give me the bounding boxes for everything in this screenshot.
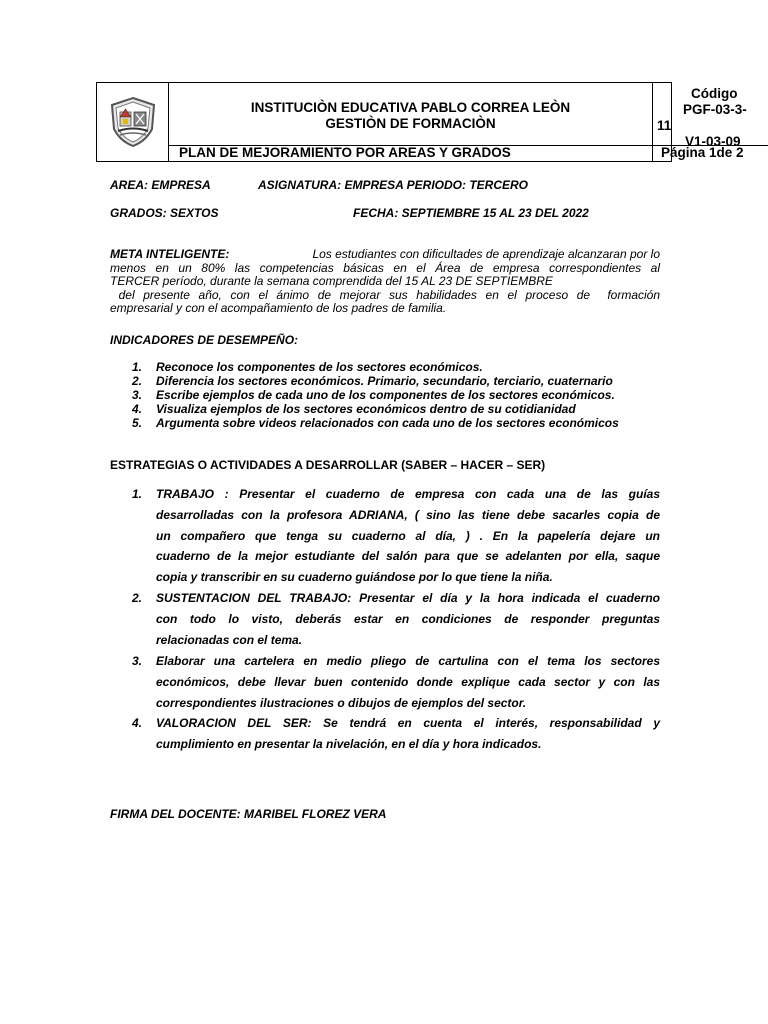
institution-name: INSTITUCIÒN EDUCATIVA PABLO CORREA LEÒN — [250, 100, 571, 115]
meta-label: META INTELIGENTE: — [110, 247, 230, 261]
meta-line: empresarial y con el acompañamiento de los padres de familia. — [110, 301, 447, 315]
header-title-cell — [169, 83, 653, 145]
list-item: 5. Argumenta sobre videos relacionados con cada uno de los sectores económicos — [132, 416, 619, 430]
version-value: V1-03-09 — [685, 134, 741, 149]
meta-line: TERCER período, durante la semana comprendida del 15 AL 23 DE SEPTIEMBRE — [110, 274, 553, 288]
plan-title: PLAN DE MEJORAMIENTO POR AREAS Y GRADOS — [169, 145, 653, 161]
school-crest-icon — [106, 95, 160, 149]
area-label: AREA: EMPRESA — [110, 178, 211, 192]
meta-line: Los estudiantes con dificultades de aprendizaje alcanzaran por lo — [312, 247, 660, 261]
department-name: GESTIÒN DE FORMACIÒN — [325, 116, 496, 131]
list-item: 2. Diferencia los sectores económicos. Primario, secundario, terciario, cuaternario — [132, 374, 613, 388]
code-cell — [653, 83, 768, 149]
list-item: 1. Reconoce los componentes de los sectores económicos. — [132, 360, 483, 374]
asignatura-label: ASIGNATURA: EMPRESA PERIODO: TERCERO — [258, 178, 529, 192]
list-item: 2. SUSTENTACION DEL TRABAJO: Presentar el día y la hora indicada el cuaderno con todo lo visto, deberás estar en condiciones de responder preguntas relacionadas con el tema. — [132, 591, 660, 647]
list-item: 3. Elaborar una cartelera en medio pliego de cartulina con el tema los sectores económicos, debe llevar buen contenido donde explique cada sector y con las correspondientes ilustraciones o dibujos de ejemplos del sector. — [132, 654, 660, 710]
list-item: 3. Escribe ejemplos de cada uno de los componentes de los sectores económicos. — [132, 388, 615, 402]
indicadores-list — [110, 360, 670, 430]
code-value-suffix: 11 — [657, 118, 672, 133]
meta-paragraph — [110, 248, 660, 316]
indicadores-title: INDICADORES DE DESEMPEÑO: — [110, 333, 299, 347]
page-number: Página 1de 2 — [653, 145, 768, 161]
list-item: 1. TRABAJO : Presentar el cuaderno de empresa con cada una de las guías desarrolladas con la profesora ADRIANA, ( sino las tiene debe sacarles copia de un compañero que tenga su cuaderno al día, ) . En la papelería dejare un cuaderno de la mejor estudiante del salón para que se adelanten por ella, saque copia y transcribir en su cuaderno guiándose por lo que tiene la niña. — [132, 487, 660, 585]
firma-docente: FIRMA DEL DOCENTE: MARIBEL FLOREZ VERA — [110, 807, 387, 821]
list-item: 4. VALORACION DEL SER: Se tendrá en cuenta el interés, responsabilidad y cumplimiento en presentar la nivelación, en el día y hora indicados. — [132, 716, 660, 751]
code-value: PGF-03-3- — [683, 102, 747, 117]
meta-line: menos en un 80% las competencias básicas en el Área de empresa correspondientes al — [110, 260, 660, 275]
grados-label: GRADOS: SEXTOS — [110, 206, 219, 220]
code-label: Código — [691, 86, 738, 101]
logo-cell — [97, 83, 169, 161]
list-item: 4. Visualiza ejemplos de los sectores económicos dentro de su cotidianidad — [132, 402, 576, 416]
estrategias-title: ESTRATEGIAS O ACTIVIDADES A DESARROLLAR (SABER – HACER – SER) — [110, 458, 546, 472]
header-table — [96, 82, 747, 162]
fecha-label: FECHA: SEPTIEMBRE 15 AL 23 DEL 2022 — [353, 206, 589, 220]
meta-line: del presente año, con el ánimo de mejorar sus habilidades en el proceso de formación — [110, 287, 660, 302]
